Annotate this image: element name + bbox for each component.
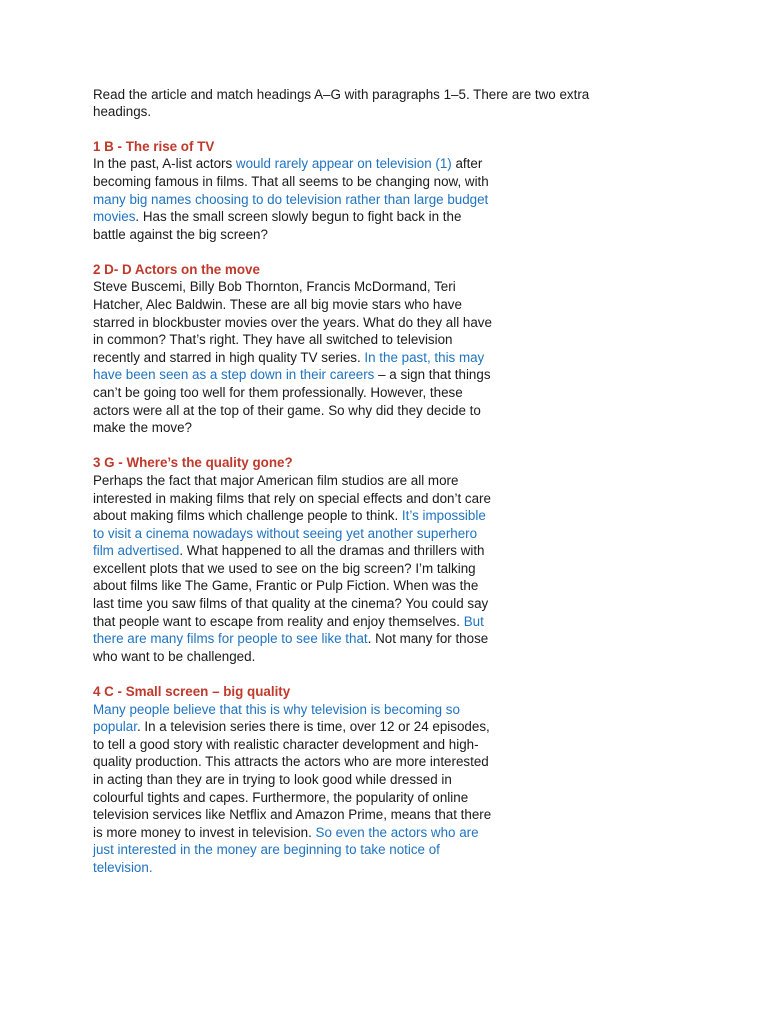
highlighted-text: It’s impossible to visit a cinema nowadays without seeing yet another superhero film advertised [93, 508, 486, 559]
highlighted-text: In the past, this may have been seen as a step down in their careers [93, 349, 485, 383]
body-text: . Not many for those who want to be challenged. [93, 631, 489, 664]
section-paragraph [93, 701, 493, 877]
body-text: Steve Buscemi, Billy Bob Thornton, Francis McDormand, Teri Hatcher, Alec Baldwin. These are all big movie stars who have starred in blockbuster movies over the years. What do they all have in common? That’s right. They have all switched to television recently and starred in high quality TV series. [93, 279, 492, 365]
instructions: Read the article and match headings A–G with paragraphs 1–5. There are two extra headings. [93, 87, 590, 120]
article-section-4 [93, 683, 493, 877]
section-heading: 3 G - Where’s the quality gone? [93, 455, 293, 471]
body-text: In the past, A-list actors [93, 156, 236, 172]
section-heading: 4 C - Small screen – big quality [93, 683, 291, 699]
highlighted-text: Many people believe that this is why television is becoming so popular [93, 701, 460, 735]
body-text: Perhaps the fact that major American film studios are all more interested in making films that rely on special effects and don’t care about making films which challenge people to think. [93, 472, 491, 524]
section-paragraph [93, 472, 493, 666]
section-heading: 1 B - The rise of TV [93, 138, 215, 154]
section-heading: 2 D- D Actors on the move [93, 261, 260, 277]
section-paragraph [93, 155, 493, 243]
article-sections [93, 138, 653, 877]
body-text: . In a television series there is time, over 12 or 24 episodes, to tell a good story with realistic character development and high-quality production. This attracts the actors who are more interested in acting than they are in trying to look good while dressed in colourful tights and capes. Furthermore, the popularity of online television services like Netflix and Amazon Prime, means that there is more money to invest in television. [93, 719, 492, 840]
body-text: . Has the small screen slowly begun to fight back in the battle against the big screen? [93, 209, 462, 242]
body-text: . What happened to all the dramas and thrillers with excellent plots that we used to see on the big screen? I’m talking about films like The Game, Frantic or Pulp Fiction. When was the last time you saw films of that quality at the cinema? You could say that people want to escape from reality and enjoy themselves. [93, 543, 489, 629]
article-section-1 [93, 138, 493, 244]
highlighted-text: But there are many films for people to see like that [93, 613, 484, 647]
section-paragraph [93, 278, 493, 436]
article-section-2 [93, 261, 493, 437]
body-text: after becoming famous in films. That all seems to be changing now, with [93, 156, 489, 189]
highlighted-text: many big names choosing to do television rather than large budget movies [93, 191, 489, 225]
highlighted-text: would rarely appear on television (1) [235, 156, 452, 172]
article-section-3 [93, 454, 493, 665]
body-text: – a sign that things can’t be going too well for them professionally. However, these actors were all at the top of their game. So why did they decide to make the move? [93, 367, 491, 436]
highlighted-text: So even the actors who are just interested in the money are beginning to take notice of television. [93, 824, 479, 875]
article [93, 86, 653, 894]
